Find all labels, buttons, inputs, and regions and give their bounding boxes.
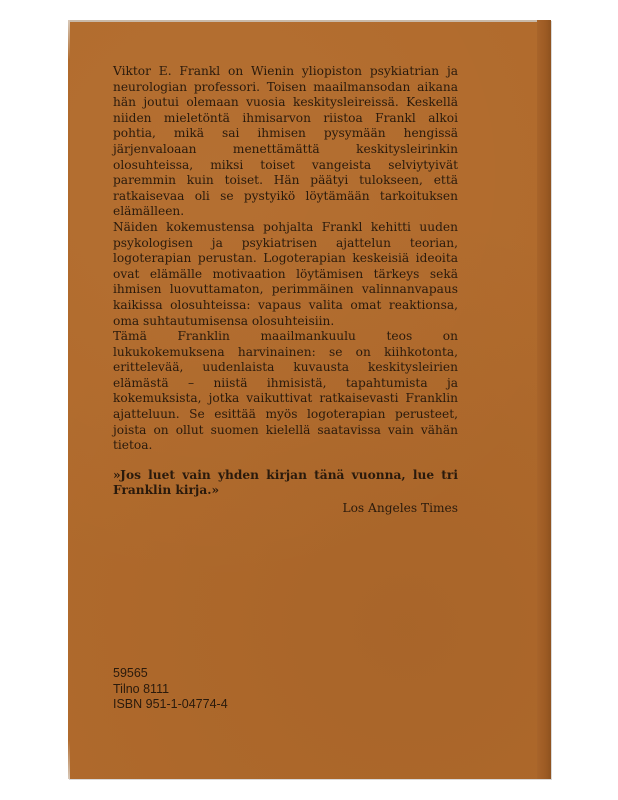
description-block [113,64,458,517]
isbn: ISBN 951-1-04774-4 [113,697,228,711]
order-number: Tilno 8111 [113,681,170,696]
description-paragraph-3: Tämä Franklin maailmankuulu teos on lukukokemuksena harvinainen: se on kiihkotonta, erittelevää, uudenlaista kuvausta keskitysleirien elämästä – niistä ihmisistä, tapahtumista ja kokemuksista, jotka vaikuttivat ratkaisevasti Franklin ajatteluun. Se esittää myös logoterapian perusteet, joista on ollut suomen kielellä saatavissa vain vähän tietoa. [113,329,458,453]
product-number: 59565 [113,666,148,680]
blurb-source: Los Angeles Times [342,501,458,516]
book-back-cover [68,20,551,779]
publication-codes [113,666,228,713]
spine-edge [537,20,551,779]
cover-top-edge [68,20,551,22]
description-paragraph-1: Viktor E. Frankl on Wienin yliopiston psykiatrian ja neurologian professori. Toisen maailmansodan aikana hän joutui olemaan vuosia keskitysleireissä. Keskellä niiden mieletöntä ihmisarvon riistoa Frankl alkoi pohtia, mikä sai ihmisen pysymään hengissä järjenvaloaan menettämättä keskitysleirinkin olosuhteissa, miksi toiset vangeista selviytyivät paremmin kuin toiset. Hän päätyi tulokseen, että ratkaisevaa oli se pystyikö löytämään tarkoituksen elämälleen. [113,64,458,219]
description-paragraph-2: Näiden kokemustensa pohjalta Frankl kehitti uuden psykologisen ja psykiatrisen ajattelun teorian, logoterapian perustan. Logoterapian keskeisiä ideoita ovat elämälle motivaation löytämisen tärkeys sekä ihmisen luovuttamaton, perimmäinen valinnanvapaus kaikissa olosuhteissa: vapaus valita omat reaktionsa, oma suhtautumisensa olosuhteisiin. [113,219,458,328]
cover-left-edge [68,20,70,779]
blurb-quote: »Jos luet vain yhden kirjan tänä vuonna, lue tri Franklin kirja.» [113,467,458,498]
